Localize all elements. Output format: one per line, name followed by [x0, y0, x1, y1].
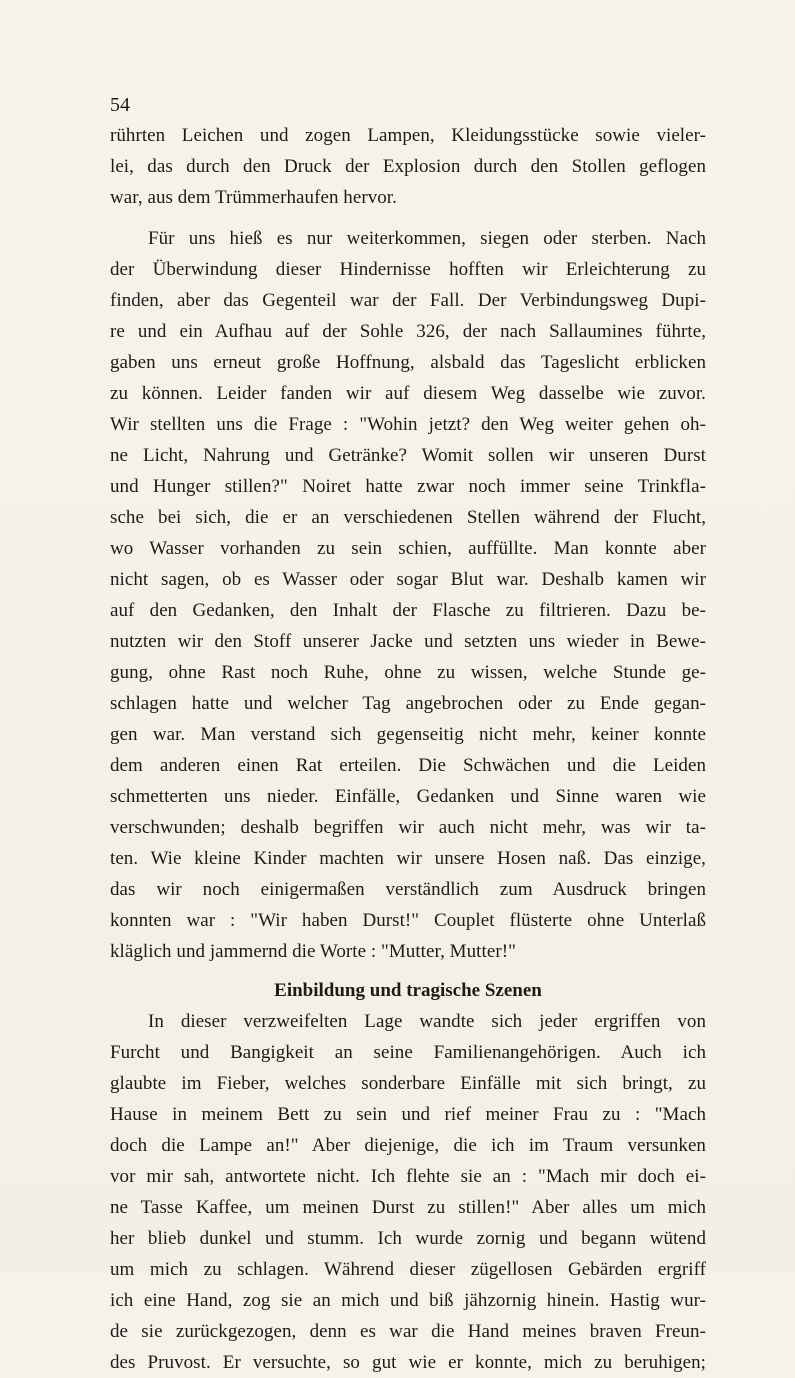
- text-line: ten. Wie kleine Kinder machten wir unsere Hosen naß. Das einzige,: [110, 848, 706, 869]
- text-line: glaubte im Fieber, welches sonderbare Einfälle mit sich bringt, zu: [110, 1073, 706, 1094]
- text-line: gen war. Man verstand sich gegenseitig nicht mehr, keiner konnte: [110, 724, 706, 745]
- text-line: sche bei sich, die er an verschiedenen Stellen während der Flucht,: [110, 507, 706, 528]
- page-number: 54: [110, 94, 130, 116]
- text-line: schlagen hatte und welcher Tag angebrochen oder zu Ende gegan-: [110, 693, 706, 714]
- text-line: finden, aber das Gegenteil war der Fall. Der Verbindungsweg Dupi-: [110, 290, 706, 311]
- text-line: re und ein Aufhau auf der Sohle 326, der nach Sallaumines führte,: [110, 321, 706, 342]
- paragraph-spacer: [110, 213, 706, 223]
- text-line: Wir stellten uns die Frage : "Wohin jetzt? den Weg weiter gehen oh-: [110, 414, 706, 435]
- text-line: In dieser verzweifelten Lage wandte sich jeder ergriffen von: [148, 1011, 706, 1032]
- text-line: wo Wasser vorhanden zu sein schien, auffüllte. Man konnte aber: [110, 538, 706, 559]
- text-line: de sie zurückgezogen, denn es war die Hand meines braven Freun-: [110, 1321, 706, 1342]
- text-line: lei, das durch den Druck der Explosion durch den Stollen geflogen: [110, 156, 706, 177]
- text-line: konnten war : "Wir haben Durst!" Couplet flüsterte ohne Unterlaß: [110, 910, 706, 931]
- text-line: her blieb dunkel und stumm. Ich wurde zornig und begann wütend: [110, 1228, 706, 1249]
- page-text: [110, 120, 706, 1378]
- paragraph-2: [110, 223, 706, 967]
- text-line: des Pruvost. Er versuchte, so gut wie er konnte, mich zu beruhigen;: [110, 1352, 706, 1373]
- text-line: schmetterten uns nieder. Einfälle, Gedanken und Sinne waren wie: [110, 786, 706, 807]
- text-line: um mich zu schlagen. Während dieser zügellosen Gebärden ergriff: [110, 1259, 706, 1280]
- text-line: nutzten wir den Stoff unserer Jacke und setzten uns wieder in Bewe-: [110, 631, 706, 652]
- text-line: gung, ohne Rast noch Ruhe, ohne zu wissen, welche Stunde ge-: [110, 662, 706, 683]
- text-line: war, aus dem Trümmerhaufen hervor.: [110, 187, 397, 208]
- paragraph-3: [110, 1006, 706, 1378]
- text-line: vor mir sah, antwortete nicht. Ich flehte sie an : "Mach mir doch ei-: [110, 1166, 706, 1187]
- text-line: der Überwindung dieser Hindernisse hofften wir Erleichterung zu: [110, 259, 706, 280]
- text-line: Furcht und Bangigkeit an seine Familienangehörigen. Auch ich: [110, 1042, 706, 1063]
- text-line: ne Tasse Kaffee, um meinen Durst zu stillen!" Aber alles um mich: [110, 1197, 706, 1218]
- text-line: zu können. Leider fanden wir auf diesem Weg dasselbe wie zuvor.: [110, 383, 706, 404]
- text-line: und Hunger stillen?" Noiret hatte zwar noch immer seine Trinkfla-: [110, 476, 706, 497]
- text-line: ne Licht, Nahrung und Getränke? Womit sollen wir unseren Durst: [110, 445, 706, 466]
- text-line: nicht sagen, ob es Wasser oder sogar Blut war. Deshalb kamen wir: [110, 569, 706, 590]
- text-line: verschwunden; deshalb begriffen wir auch nicht mehr, was wir ta-: [110, 817, 706, 838]
- text-line: Hause in meinem Bett zu sein und rief meiner Frau zu : "Mach: [110, 1104, 706, 1125]
- text-line: dem anderen einen Rat erteilen. Die Schwächen und die Leiden: [110, 755, 706, 776]
- text-line: auf den Gedanken, den Inhalt der Flasche zu filtrieren. Dazu be-: [110, 600, 706, 621]
- section-heading: Einbildung und tragische Szenen: [274, 980, 542, 1001]
- text-line: doch die Lampe an!" Aber diejenige, die ich im Traum versunken: [110, 1135, 706, 1156]
- text-line: rührten Leichen und zogen Lampen, Kleidungsstücke sowie vieler-: [110, 125, 706, 146]
- text-line: ich eine Hand, zog sie an mich und biß jähzornig hinein. Hastig wur-: [110, 1290, 706, 1311]
- text-line: kläglich und jammernd die Worte : "Mutter, Mutter!": [110, 941, 516, 962]
- paragraph-1: [110, 120, 706, 213]
- text-line: gaben uns erneut große Hoffnung, alsbald das Tageslicht erblicken: [110, 352, 706, 373]
- text-line: Für uns hieß es nur weiterkommen, siegen oder sterben. Nach: [148, 228, 706, 249]
- text-line: das wir noch einigermaßen verständlich zum Ausdruck bringen: [110, 879, 706, 900]
